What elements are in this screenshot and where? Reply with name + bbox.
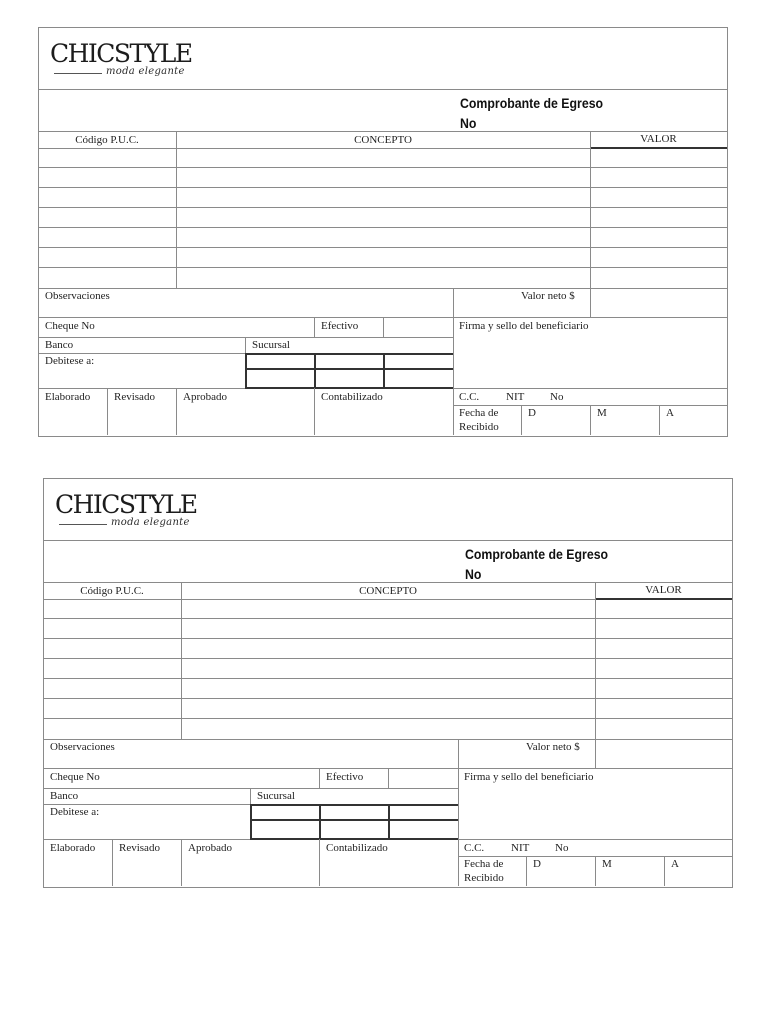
divider bbox=[38, 207, 727, 208]
col-divider bbox=[388, 768, 389, 788]
divider bbox=[43, 739, 732, 740]
label-cc: C.C. bbox=[459, 391, 480, 403]
label-valor-neto: Valor neto $ bbox=[526, 741, 580, 753]
brand-logo bbox=[50, 39, 200, 83]
label-firma: Firma y sello del beneficiario bbox=[459, 320, 589, 332]
label-firma: Firma y sello del beneficiario bbox=[464, 771, 594, 783]
debit-box-mid bbox=[250, 819, 458, 821]
label-fecha-de: Fecha de bbox=[459, 407, 499, 419]
label-mes: M bbox=[602, 858, 612, 870]
col-divider bbox=[176, 388, 177, 435]
label-aprobado: Aprobado bbox=[188, 842, 232, 854]
col-divider bbox=[314, 388, 315, 435]
label-dia: D bbox=[533, 858, 541, 870]
debit-box-bottom bbox=[245, 387, 453, 389]
voucher-form-1 bbox=[38, 27, 728, 437]
debit-box-top bbox=[250, 804, 458, 806]
label-sucursal: Sucursal bbox=[252, 339, 290, 351]
label-debitese: Debitese a: bbox=[50, 806, 100, 818]
label-recibido: Recibido bbox=[459, 421, 499, 433]
debit-box-side bbox=[319, 804, 321, 839]
logo-underline bbox=[59, 524, 107, 525]
col-divider bbox=[383, 317, 384, 337]
label-banco: Banco bbox=[45, 339, 74, 351]
divider bbox=[38, 167, 727, 168]
debit-box-side bbox=[388, 804, 390, 839]
label-efectivo: Efectivo bbox=[326, 771, 364, 783]
label-mes: M bbox=[597, 407, 607, 419]
brand-tagline: moda elegante bbox=[111, 517, 190, 528]
label-recibido: Recibido bbox=[464, 872, 504, 884]
header-valor: VALOR bbox=[645, 584, 682, 596]
debit-box-side bbox=[245, 353, 247, 388]
col-divider bbox=[595, 856, 596, 886]
brand-logo bbox=[55, 490, 205, 534]
label-revisado: Revisado bbox=[114, 391, 155, 403]
divider bbox=[38, 227, 727, 228]
col-divider bbox=[319, 768, 320, 788]
debit-box-mid bbox=[245, 368, 453, 370]
col-divider bbox=[595, 582, 596, 739]
divider bbox=[38, 131, 727, 132]
label-observaciones: Observaciones bbox=[50, 741, 115, 753]
label-banco: Banco bbox=[50, 790, 79, 802]
col-divider bbox=[526, 856, 527, 886]
col-divider bbox=[664, 856, 665, 886]
label-elaborado: Elaborado bbox=[50, 842, 96, 854]
col-divider bbox=[112, 839, 113, 886]
label-contabilizado: Contabilizado bbox=[321, 391, 383, 403]
label-debitese: Debitese a: bbox=[45, 355, 95, 367]
header-codigo: Código P.U.C. bbox=[75, 134, 139, 146]
title-line-1: Comprobante de Egreso bbox=[460, 95, 604, 111]
col-divider bbox=[590, 405, 591, 435]
col-divider bbox=[176, 131, 177, 288]
col-divider bbox=[595, 739, 596, 768]
col-divider bbox=[458, 739, 459, 886]
col-divider bbox=[181, 839, 182, 886]
header-concepto: CONCEPTO bbox=[354, 134, 412, 146]
header-valor: VALOR bbox=[640, 133, 677, 145]
valor-underline bbox=[590, 147, 727, 149]
brand-tagline: moda elegante bbox=[106, 66, 185, 77]
divider bbox=[38, 247, 727, 248]
label-revisado: Revisado bbox=[119, 842, 160, 854]
brand-name: CHICSTYLE bbox=[50, 39, 192, 68]
col-divider bbox=[590, 288, 591, 317]
voucher-title bbox=[465, 544, 608, 584]
divider bbox=[38, 288, 727, 289]
col-divider bbox=[250, 788, 251, 804]
label-efectivo: Efectivo bbox=[321, 320, 359, 332]
col-divider bbox=[107, 388, 108, 435]
divider bbox=[43, 678, 732, 679]
voucher-form-2 bbox=[43, 478, 733, 888]
label-valor-neto: Valor neto $ bbox=[521, 290, 575, 302]
label-contabilizado: Contabilizado bbox=[326, 842, 388, 854]
debit-box-side bbox=[250, 804, 252, 839]
brand-name: CHICSTYLE bbox=[55, 490, 197, 519]
debit-box-top bbox=[245, 353, 453, 355]
label-anio: A bbox=[671, 858, 679, 870]
header-concepto: CONCEPTO bbox=[359, 585, 417, 597]
col-divider bbox=[659, 405, 660, 435]
divider bbox=[43, 718, 732, 719]
label-cc: C.C. bbox=[464, 842, 485, 854]
debit-box-side bbox=[383, 353, 385, 388]
label-no: No bbox=[550, 391, 564, 403]
label-nit: NIT bbox=[506, 391, 525, 403]
debit-box-bottom bbox=[250, 838, 458, 840]
col-divider bbox=[453, 288, 454, 435]
label-cheque-no: Cheque No bbox=[50, 771, 100, 783]
label-aprobado: Aprobado bbox=[183, 391, 227, 403]
title-line-2: No bbox=[465, 566, 482, 582]
label-anio: A bbox=[666, 407, 674, 419]
divider bbox=[43, 658, 732, 659]
col-divider bbox=[245, 337, 246, 353]
divider bbox=[38, 267, 727, 268]
label-observaciones: Observaciones bbox=[45, 290, 110, 302]
divider bbox=[38, 89, 727, 90]
divider bbox=[43, 582, 732, 583]
label-dia: D bbox=[528, 407, 536, 419]
divider bbox=[43, 540, 732, 541]
logo-underline bbox=[54, 73, 102, 74]
label-sucursal: Sucursal bbox=[257, 790, 295, 802]
col-divider bbox=[181, 582, 182, 739]
debit-box-side bbox=[314, 353, 316, 388]
header-codigo: Código P.U.C. bbox=[80, 585, 144, 597]
divider bbox=[38, 187, 727, 188]
label-no: No bbox=[555, 842, 569, 854]
voucher-title bbox=[460, 93, 603, 133]
divider bbox=[43, 618, 732, 619]
valor-underline bbox=[595, 598, 732, 600]
col-divider bbox=[314, 317, 315, 337]
label-fecha-de: Fecha de bbox=[464, 858, 504, 870]
divider bbox=[43, 638, 732, 639]
divider bbox=[43, 698, 732, 699]
col-divider bbox=[319, 839, 320, 886]
title-line-2: No bbox=[460, 115, 477, 131]
title-line-1: Comprobante de Egreso bbox=[465, 546, 609, 562]
label-cheque-no: Cheque No bbox=[45, 320, 95, 332]
label-elaborado: Elaborado bbox=[45, 391, 91, 403]
col-divider bbox=[590, 131, 591, 288]
label-nit: NIT bbox=[511, 842, 530, 854]
col-divider bbox=[521, 405, 522, 435]
